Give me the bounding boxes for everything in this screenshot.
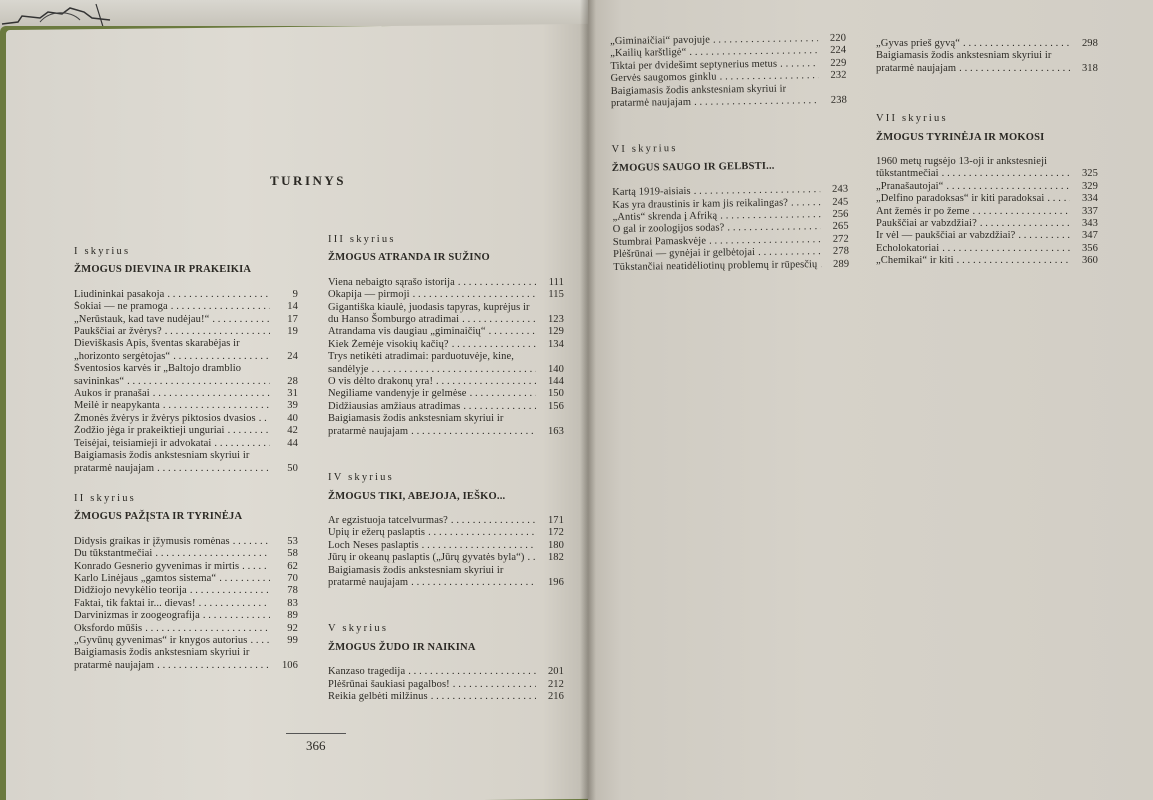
toc-entry-page: 78 xyxy=(287,585,298,597)
toc-entry-page: 232 xyxy=(830,69,847,82)
toc-entry-title: Du tūkstantmečiai xyxy=(74,548,153,560)
toc-entry-leader xyxy=(74,573,270,585)
toc-entry-title: Kanzaso tragedija xyxy=(328,666,406,678)
toc-entry xyxy=(876,230,1098,242)
toc-entry xyxy=(876,181,1098,193)
toc-entry-page: 356 xyxy=(1081,242,1098,254)
book-gutter xyxy=(580,0,596,800)
toc-entry-leader xyxy=(876,181,1070,193)
toc-entry-page: 150 xyxy=(547,388,564,400)
toc-entry xyxy=(328,388,564,400)
toc-entry-title: „Pranašautojai“ xyxy=(876,180,944,192)
toc-entry-leader xyxy=(876,193,1070,205)
toc-entry-leader xyxy=(328,515,536,527)
toc-entry-page: 9 xyxy=(292,288,298,300)
toc-entry-page: 347 xyxy=(1081,230,1098,242)
toc-entry-page: 129 xyxy=(547,326,564,338)
toc-entry-leader xyxy=(74,438,270,450)
toc-entry xyxy=(74,400,298,412)
toc-continued-entries xyxy=(610,33,847,111)
toc-entry-page: 245 xyxy=(832,196,849,208)
toc-entry-page: 220 xyxy=(829,32,847,44)
toc-entry xyxy=(328,277,564,289)
page-title: TURINYS xyxy=(270,173,347,188)
toc-entry-leader xyxy=(328,527,536,539)
toc-entry-title: Stumbrai Pamaskvėje xyxy=(612,235,707,248)
toc-entry-leader xyxy=(328,565,536,590)
toc-entry-title: Ant žemės ir po žeme xyxy=(876,205,970,217)
toc-entry-leader xyxy=(876,243,1070,255)
toc-entry-leader xyxy=(74,623,270,635)
toc-entry-page: 40 xyxy=(287,412,298,424)
toc-entry-page: 24 xyxy=(287,350,298,362)
toc-entry-title: Gigantiška kiaulė, juodasis tapyras, kuprėjus ir du Hanso Šomburgo atradimai xyxy=(328,301,530,326)
toc-entry-leader xyxy=(328,679,536,691)
toc-entry-page: 171 xyxy=(547,514,564,526)
toc-entry xyxy=(328,565,564,590)
toc-column-right-2 xyxy=(876,38,1098,282)
toc-entry-title: 1960 metų rugsėjo 13-oji ir ankstesnieji tūkstantmečiai xyxy=(876,156,1048,180)
page-number-rule xyxy=(286,733,346,734)
chapter-title: ŽMOGUS DIEVINA IR PRAKEIKIA xyxy=(74,264,252,276)
toc-entry-title: O vis dėlto drakonų yra! xyxy=(328,376,434,388)
toc-entry-title: Kas yra draustinis ir kam jis reikalingas? xyxy=(612,197,789,211)
toc-entry-title: Meilė ir neapykanta xyxy=(74,400,160,412)
toc-entry-leader xyxy=(74,561,270,573)
chapter-number: VI skyrius xyxy=(611,143,678,156)
toc-entry-title: Baigiamasis žodis ankstesniam skyriui ir pratarmė naujajam xyxy=(74,450,250,474)
toc-entry-page: 289 xyxy=(833,258,850,270)
toc-entry-title: Šokiai — ne pramoga xyxy=(74,301,168,313)
toc-entry-page: 106 xyxy=(281,659,298,671)
page-title-wrap xyxy=(270,175,346,187)
toc-entry-title: Gervės saugomos ginklu xyxy=(610,71,717,85)
toc-entry-page: 182 xyxy=(547,552,564,564)
chapter-title: ŽMOGUS TYRINĖJA IR MOKOSI xyxy=(876,131,1045,143)
toc-entry xyxy=(74,573,298,585)
toc-entry xyxy=(74,289,298,301)
toc-entry-page: 115 xyxy=(548,289,564,301)
toc-chapter xyxy=(328,234,564,438)
toc-entry xyxy=(74,338,298,363)
toc-entry-leader xyxy=(74,425,270,437)
toc-entry xyxy=(328,527,564,539)
toc-entry xyxy=(328,691,564,703)
toc-entry xyxy=(328,679,564,691)
toc-entry-title: Echolokatoriai xyxy=(876,242,940,254)
toc-entry-title: Šventosios karvės ir „Baltojo dramblio savininkas“ xyxy=(74,363,242,387)
toc-entry-title: Karlo Linėjaus „gamtos sistema“ xyxy=(74,572,217,584)
toc-entry-page: 343 xyxy=(1081,218,1098,230)
chapter-number: IV skyrius xyxy=(328,472,394,484)
toc-chapter xyxy=(74,246,298,475)
toc-entry-title: Ar egzistuoja tatcelvurmas? xyxy=(328,514,448,526)
toc-entry-title: Upių ir ežerų paslaptis xyxy=(328,527,426,539)
toc-entry-leader xyxy=(328,351,536,376)
toc-entry-title: Paukščiai ar vabzdžiai? xyxy=(876,218,977,230)
toc-entry-leader xyxy=(74,585,270,597)
toc-entry xyxy=(74,561,298,573)
toc-entry-leader xyxy=(876,218,1070,230)
toc-entry-title: Jūrų ir okeanų paslaptis („Jūrų gyvatės byla“) xyxy=(328,552,525,564)
toc-entry-page: 99 xyxy=(287,634,298,646)
toc-entry-leader xyxy=(74,450,270,475)
toc-entry xyxy=(328,666,564,678)
toc-entry-leader xyxy=(74,388,270,400)
chapter-title: ŽMOGUS PAŽĮSTA IR TYRINĖJA xyxy=(74,511,243,523)
toc-entry xyxy=(74,314,298,326)
toc-entry-title: Faktai, tik faktai ir... dievas! xyxy=(74,597,196,609)
toc-entry-leader xyxy=(611,83,819,111)
toc-entry-leader xyxy=(74,635,270,647)
toc-entry-page: 180 xyxy=(547,539,564,551)
toc-entry-leader xyxy=(328,302,536,327)
toc-entry xyxy=(74,363,298,388)
toc-entry-page: 334 xyxy=(1081,193,1098,205)
toc-entry-page: 298 xyxy=(1081,38,1098,49)
toc-entry-title: Teisėjai, teisiamieji ir advokatai xyxy=(74,437,212,449)
toc-entry xyxy=(876,206,1098,218)
toc-entry-page: 123 xyxy=(547,314,564,326)
toc-entry xyxy=(611,82,847,110)
toc-entry-page: 325 xyxy=(1081,168,1098,180)
toc-entry-leader xyxy=(328,289,536,301)
toc-entry-title: Darvinizmas ir zoogeografija xyxy=(74,610,200,622)
toc-entry-leader xyxy=(74,610,270,622)
toc-entry-page: 272 xyxy=(832,233,849,245)
toc-entry-title: „Gyvas prieš gyvą“ xyxy=(876,38,961,49)
toc-entry-page: 172 xyxy=(547,527,564,539)
toc-entry-page: 53 xyxy=(287,535,298,547)
toc-entry-leader xyxy=(613,259,821,274)
toc-entry-title: Liudininkai pasakoja xyxy=(74,288,165,300)
toc-entry-page: 163 xyxy=(547,425,564,437)
toc-entry xyxy=(328,515,564,527)
toc-entry-title: Tiktai per dvidešimt septynerius metus xyxy=(610,58,778,72)
chapter-number: VII skyrius xyxy=(876,113,948,125)
toc-column-left-2 xyxy=(328,234,564,717)
toc-entry-page: 89 xyxy=(287,610,298,622)
toc-entry-title: Baigiamasis žodis ankstesniam skyriui ir pratarmė naujajam xyxy=(328,564,504,588)
chapter-number: III skyrius xyxy=(328,234,396,245)
toc-entry xyxy=(74,536,298,548)
toc-entry-page: 19 xyxy=(287,326,298,338)
toc-entry xyxy=(328,351,564,376)
toc-entry xyxy=(74,438,298,450)
toc-entry xyxy=(328,302,564,327)
toc-entry-leader xyxy=(328,552,536,564)
toc-entry-page: 111 xyxy=(548,276,564,288)
toc-entry-page: 229 xyxy=(830,57,847,69)
toc-entry-leader xyxy=(876,156,1070,181)
chapter-number: V skyrius xyxy=(328,623,389,635)
toc-entry-title: „Gyvūnų gyvenimas“ ir knygos autorius xyxy=(74,634,248,646)
toc-entry-leader xyxy=(328,388,536,400)
toc-entry-leader xyxy=(74,289,270,301)
chapter-number: I skyrius xyxy=(74,246,131,257)
toc-entry xyxy=(876,38,1098,50)
toc-entry-page: 39 xyxy=(287,400,298,412)
toc-entry-page: 14 xyxy=(287,301,298,313)
toc-entry-title: Baigiamasis žodis ankstesniam skyriui ir pratarmė naujajam xyxy=(876,50,1052,74)
toc-entry xyxy=(328,540,564,552)
toc-entry-leader xyxy=(328,401,536,413)
toc-entry xyxy=(328,401,564,413)
toc-entry-page: 31 xyxy=(287,388,298,400)
toc-entry-title: Dieviškasis Apis, šventas skarabėjas ir „horizonto sergėtojas“ xyxy=(74,338,240,362)
toc-entry-title: „Delfino paradoksas“ ir kiti paradoksai xyxy=(876,193,1045,205)
toc-entry-leader xyxy=(328,540,536,552)
toc-entry-page: 83 xyxy=(287,597,298,609)
toc-entry xyxy=(74,635,298,647)
toc-entry-leader xyxy=(74,548,270,560)
toc-entry-page: 62 xyxy=(287,560,298,572)
toc-entry-page: 318 xyxy=(1081,62,1098,74)
toc-entry xyxy=(74,413,298,425)
page-number: 366 xyxy=(306,738,326,753)
toc-chapter xyxy=(876,113,1098,267)
toc-entry xyxy=(328,289,564,301)
toc-entry xyxy=(74,647,298,672)
toc-entry-title: Žmonės žvėrys ir žvėrys piktosios dvasios xyxy=(74,412,256,424)
toc-entry-title: „Nerūstauk, kad tave nudėjau!“ xyxy=(74,313,210,325)
toc-entry-leader xyxy=(328,277,536,289)
toc-entry xyxy=(328,339,564,351)
toc-entry-title: Žodžio jėga ir prakeiktieji unguriai xyxy=(74,425,225,437)
toc-entry xyxy=(74,585,298,597)
toc-entry-title: Tūkstančiai neatidėliotinų problemų ir rūpesčių xyxy=(613,258,818,273)
toc-entry-page: 156 xyxy=(547,400,564,412)
toc-entry-title: Ir vėl — paukščiai ar vabzdžiai? xyxy=(876,230,1016,242)
toc-entry-title: Baigiamasis žodis ankstesniam skyriui ir pratarmė naujajam xyxy=(610,83,787,110)
toc-entry-page: 134 xyxy=(547,338,564,350)
toc-column-right-1 xyxy=(610,33,849,288)
toc-entry-title: Okapija — pirmoji xyxy=(328,289,410,301)
toc-entry xyxy=(328,376,564,388)
toc-entry-title: „Chemikai“ ir kiti xyxy=(876,255,954,267)
toc-entry-leader xyxy=(74,536,270,548)
toc-entry xyxy=(74,598,298,610)
toc-entry xyxy=(74,425,298,437)
toc-entry-title: Kartą 1919-aisiais xyxy=(612,186,691,199)
toc-entry-page: 140 xyxy=(547,363,564,375)
toc-entry xyxy=(74,623,298,635)
toc-column-left-1 xyxy=(74,246,298,686)
toc-entry xyxy=(328,326,564,338)
toc-entry-page: 144 xyxy=(547,376,564,388)
toc-entry-title: Atrandama vis daugiau „giminaičių“ xyxy=(328,326,486,338)
toc-entry-leader xyxy=(74,314,270,326)
toc-entry-leader xyxy=(74,338,270,363)
toc-entry-page: 256 xyxy=(832,208,849,220)
toc-entry-page: 17 xyxy=(287,313,298,325)
toc-continued-entries xyxy=(876,38,1098,75)
toc-entry xyxy=(74,450,298,475)
toc-entry-page: 50 xyxy=(287,462,298,474)
toc-entry-title: Plėšrūnai — gynėjai ir gelbėtojai xyxy=(612,247,756,261)
toc-entry xyxy=(328,413,564,438)
toc-entry-title: Negiliame vandenyje ir gelmėse xyxy=(328,388,467,400)
toc-entry-leader xyxy=(74,363,270,388)
toc-entry-page: 265 xyxy=(832,221,849,233)
toc-entry xyxy=(328,552,564,564)
chapter-number: II skyrius xyxy=(74,492,136,504)
toc-entry-title: Didysis graikas ir įžymusis romėnas xyxy=(74,535,230,547)
toc-entry-leader xyxy=(74,598,270,610)
toc-chapter xyxy=(328,472,564,589)
toc-entry-leader xyxy=(876,50,1070,75)
toc-entry-page: 360 xyxy=(1081,255,1098,267)
chapter-title: ŽMOGUS SAUGO IR GELBSTI... xyxy=(611,160,775,174)
toc-entry-page: 201 xyxy=(547,666,564,678)
toc-entry-leader xyxy=(74,400,270,412)
toc-entry-leader xyxy=(74,647,270,672)
toc-entry-title: Paukščiai ar žvėrys? xyxy=(74,326,162,338)
toc-entry-leader xyxy=(328,691,536,703)
toc-entry-page: 243 xyxy=(832,183,849,196)
toc-entry xyxy=(876,50,1098,75)
toc-chapter xyxy=(328,623,564,703)
toc-entry-title: Plėšrūnai šaukiasi pagalbos! xyxy=(328,678,450,690)
spacer xyxy=(876,89,1098,113)
toc-entry-leader xyxy=(328,413,536,438)
toc-entry-page: 42 xyxy=(287,425,298,437)
chapter-title: ŽMOGUS TIKI, ABEJOJA, IEŠKO... xyxy=(328,490,506,502)
toc-entry-leader xyxy=(876,38,1070,50)
toc-entry-leader xyxy=(876,230,1070,242)
toc-entry xyxy=(876,255,1098,267)
toc-entry-title: Viena nebaigto sąrašo istorija xyxy=(328,276,455,288)
toc-entry xyxy=(74,548,298,560)
toc-entry-page: 196 xyxy=(547,576,564,588)
toc-entry-title: O gal ir zoologijos sodas? xyxy=(612,222,725,236)
toc-entry-page: 278 xyxy=(832,245,850,258)
toc-entry-page: 44 xyxy=(287,437,298,449)
toc-entry-page: 238 xyxy=(830,94,847,106)
toc-entry-leader xyxy=(74,413,270,425)
toc-entry-page: 92 xyxy=(287,622,298,634)
toc-entry-page: 70 xyxy=(287,572,298,584)
chapter-title: ŽMOGUS ŽUDO IR NAIKINA xyxy=(328,641,476,653)
toc-entry-title: „Antis“ skrenda į Afriką xyxy=(612,210,718,224)
toc-entry-page: 212 xyxy=(547,678,564,690)
toc-entry-title: Oksfordo mūšis xyxy=(74,622,143,634)
toc-entry xyxy=(613,258,849,274)
toc-entry-title: Trys netikėti atradimai: parduotuvėje, kine, sandėlyje xyxy=(328,351,514,375)
toc-entry-leader xyxy=(74,326,270,338)
toc-entry-page: 28 xyxy=(287,375,298,387)
toc-chapter xyxy=(74,493,298,672)
toc-entry-leader xyxy=(328,326,536,338)
toc-entry xyxy=(876,218,1098,230)
toc-entry-page: 224 xyxy=(830,45,847,57)
toc-entry-title: Didžiausias amžiaus atradimas xyxy=(328,400,461,412)
toc-entry-leader xyxy=(876,255,1070,267)
toc-entry-title: Baigiamasis žodis ankstesniam skyriui ir pratarmė naujajam xyxy=(328,413,504,437)
toc-entry-title: Didžiojo nevykėlio teorija xyxy=(74,585,187,597)
toc-entry-title: „Giminaičiai“ pavojuje xyxy=(610,34,711,47)
toc-entry-page: 337 xyxy=(1081,205,1098,217)
toc-entry xyxy=(74,301,298,313)
toc-chapter xyxy=(612,141,850,274)
toc-entry-title: „Kailių karštligė“ xyxy=(610,47,687,60)
toc-entry xyxy=(74,326,298,338)
toc-entry xyxy=(74,388,298,400)
toc-entry-leader xyxy=(328,376,536,388)
toc-entry-title: Reikia gelbėti milžinus xyxy=(328,690,428,702)
toc-entry-leader xyxy=(876,206,1070,218)
toc-entry-title: Loch Neses paslaptis xyxy=(328,539,419,551)
toc-entry-page: 216 xyxy=(547,690,564,702)
toc-entry xyxy=(876,156,1098,181)
toc-entry-page: 58 xyxy=(287,548,298,560)
toc-entry xyxy=(876,193,1098,205)
chapter-title: ŽMOGUS ATRANDA IR SUŽINO xyxy=(328,252,490,264)
toc-entry-leader xyxy=(328,339,536,351)
toc-entry-title: Aukos ir pranašai xyxy=(74,388,150,400)
toc-entry-title: Kiek Žemėje visokių kačių? xyxy=(328,338,449,350)
toc-entry xyxy=(876,243,1098,255)
toc-entry xyxy=(74,610,298,622)
toc-entry-leader xyxy=(328,666,536,678)
toc-entry-title: Baigiamasis žodis ankstesniam skyriui ir pratarmė naujajam xyxy=(74,647,250,671)
toc-entry-leader xyxy=(74,301,270,313)
toc-entry-page: 329 xyxy=(1081,180,1098,192)
toc-entry-title: Konrado Gesnerio gyvenimas ir mirtis xyxy=(74,560,240,572)
